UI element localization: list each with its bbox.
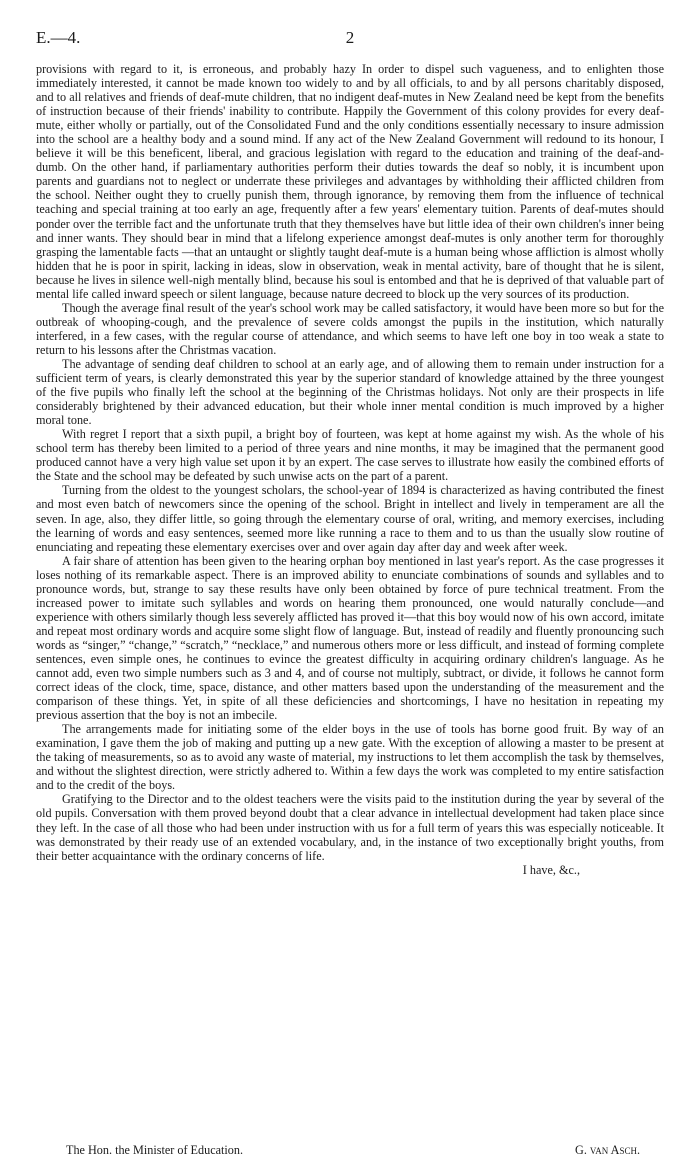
- report-body: [36, 62, 664, 877]
- signature-row: [66, 1143, 640, 1159]
- paragraph-continuation: provisions with regard to it, is erroneous, and probably hazy In order to dispel such vagueness, and to enlighten those immediately interested, it cannot be made known too widely to and by all officials, to and by all persons charitably disposed, and to all relatives and friends of deaf-mute children, that no indigent deaf-mutes in New Zealand need be kept from the benefits of instruction because of their friends' inability to contribute. Happily the Government of this colony provides for every deaf-mute, either wholly or partially, out of the Consolidated Fund and the only conditions essentially necessary to insure admission into the school are a healthy body and a sound mind. If any act of the New Zealand Government will redound to its honour, I believe it will be this beneficent, liberal, and gracious legislation with regard to the education and training of the deaf-and-dumb. On the other hand, if parliamentary authorities perform their duties towards the deaf so nobly, it is incumbent upon parents and guardians not to neglect or underrate these privileges and advantages by withholding their afflicted children from the school. Neither ought they to cruelly punish them, through ignorance, by removing them from the influence of technical teaching and special training at too early an age, frequently after a few years' elementary tuition. Parents of deaf-mutes should ponder over the terrible fact and the unfortunate truth that they themselves have but little idea of their own children's inner being and inner wants. They should bear in mind that a lifelong experience amongst deaf-mutes is only another term for thoroughly grasping the lamentable facts —that an untaught or slightly taught deaf-mute is a human being whose affliction is almost wholly hidden that he is poor in spirit, lacking in ideas, slow in observation, weak in mental activity, bare of thought that he is silent, because he lives in silence well-nigh mentally blind, because his soul is entombed and that he is deprived of that valuable part of mental life called inward speech or silent language, because nature decreed to block up the very sources of its production.: [36, 62, 664, 301]
- paragraph-tools: The arrangements made for initiating some of the elder boys in the use of tools has borne good fruit. By way of an examination, I gave them the job of making and putting up a new gate. With the exception of allowing a master to be present at the taking of measurements, so as to avoid any waste of material, my instructions to let them accomplish the task by themselves, and without the slightest direction, were strictly adhered to. Within a few days the work was completed to my entire satisfaction and to the credit of the boys.: [36, 722, 664, 793]
- closing-line: I have, &c.,: [522, 862, 580, 877]
- addressee: The Hon. the Minister of Education.: [66, 1143, 244, 1157]
- paragraph-early-age: The advantage of sending deaf children to school at an early age, and of allowing them to remain under instruction for a sufficient term of years, is clearly demonstrated this year by the superior standard of knowledge attained by the three youngest of the five pupils who finally left the school at the beginning of the Christmas holidays. Not only are their prospects in life considerably brightened by their advanced education, but their whole inner mental condition is much improved by a higher moral tone.: [36, 356, 664, 428]
- paragraph-old-pupils: Gratifying to the Director and to the oldest teachers were the visits paid to the institution during the year by several of the old pupils. Conversation with them proved beyond doubt that a clear advance in intellectual development had taken place since they left. In the case of all those who had been under instruction with us for a full term of years this was especially noticeable. It was demonstrated by their ready use of an extended vocabulary, and, in the instance of two exceptionally bright youths, from their better acquaintance with the ordinary concerns of life.: [36, 792, 664, 863]
- paragraph-newcomers: Turning from the oldest to the youngest scholars, the school-year of 1894 is characterized as having contributed the finest and most even batch of newcomers since the opening of the school. Bright in intellect and lively in temperament are all the seven. In age, also, they differ little, so going through the elementary course of oral, writing, and memory exercises, including the learning of words and easy sentences, seemed more like running a race to them and to us than the usually slow routine of enunciating and repeating these elementary exercises over and over again day after day and week after week.: [36, 483, 664, 554]
- paragraph-school-work: Though the average final result of the year's school work may be called satisfactory, it would have been more so but for the outbreak of whooping-cough, and the prevalence of severe colds amongst the pupils in the institution, which naturally interfered, in a few cases, with the regular course of attendance, and which seems to have left one boy in too weak a state to return to his lessons after the Christmas vacation.: [36, 300, 664, 357]
- paragraph-sixth-pupil: With regret I report that a sixth pupil, a bright boy of fourteen, was kept at home against my wish. As the whole of his school term has thereby been limited to a period of three years and nine months, it may be imagined that the permanent good produced cannot have a very high value set upon it by an expert. The case serves to illustrate how easily the combined efforts of the State and the school may be defeated by such unwise acts on the part of a parent.: [36, 427, 664, 484]
- page-number: 2: [345, 28, 355, 47]
- document-reference: E.—4.: [36, 28, 81, 47]
- paragraph-orphan-boy: A fair share of attention has been given to the hearing orphan boy mentioned in last year's report. As the case progresses it loses nothing of its remarkable aspect. There is an improved ability to enunciate combinations of sounds and syllables and to pronounce words, but, strange to say these results have only been obtained by force of pure technical treatment. From the increased power to imitate such syllables and words on hearing them pronounced, one would naturally conclude—and experience with others similarly though less severely afflicted has proved it—that this boy would now of his own accord, imitate and repeat most ordinary words and acquire some slight flow of language. But, instead of readily and fluently pronouncing such words as “singer,” “change,” “scratch,” “necklace,” and numerous others more or less difficult, and instead of forming complete sentences, even simple ones, he continues to evince the greatest difficulty in acquiring ordinary children's language. As he cannot add, even two simple numbers such as 3 and 4, and of course not multiply, subtract, or divide, it follows he cannot form correct ideas of the clock, time, space, distance, and other matters based upon the understanding of the measurement and the comparison of these things. Yet, in spite of all these deficiencies and shortcomings, I have no hesitation in repeating my previous assertion that the boy is not an imbecile.: [36, 553, 664, 723]
- page-header: [36, 28, 664, 52]
- signature: G. van Asch.: [575, 1143, 640, 1157]
